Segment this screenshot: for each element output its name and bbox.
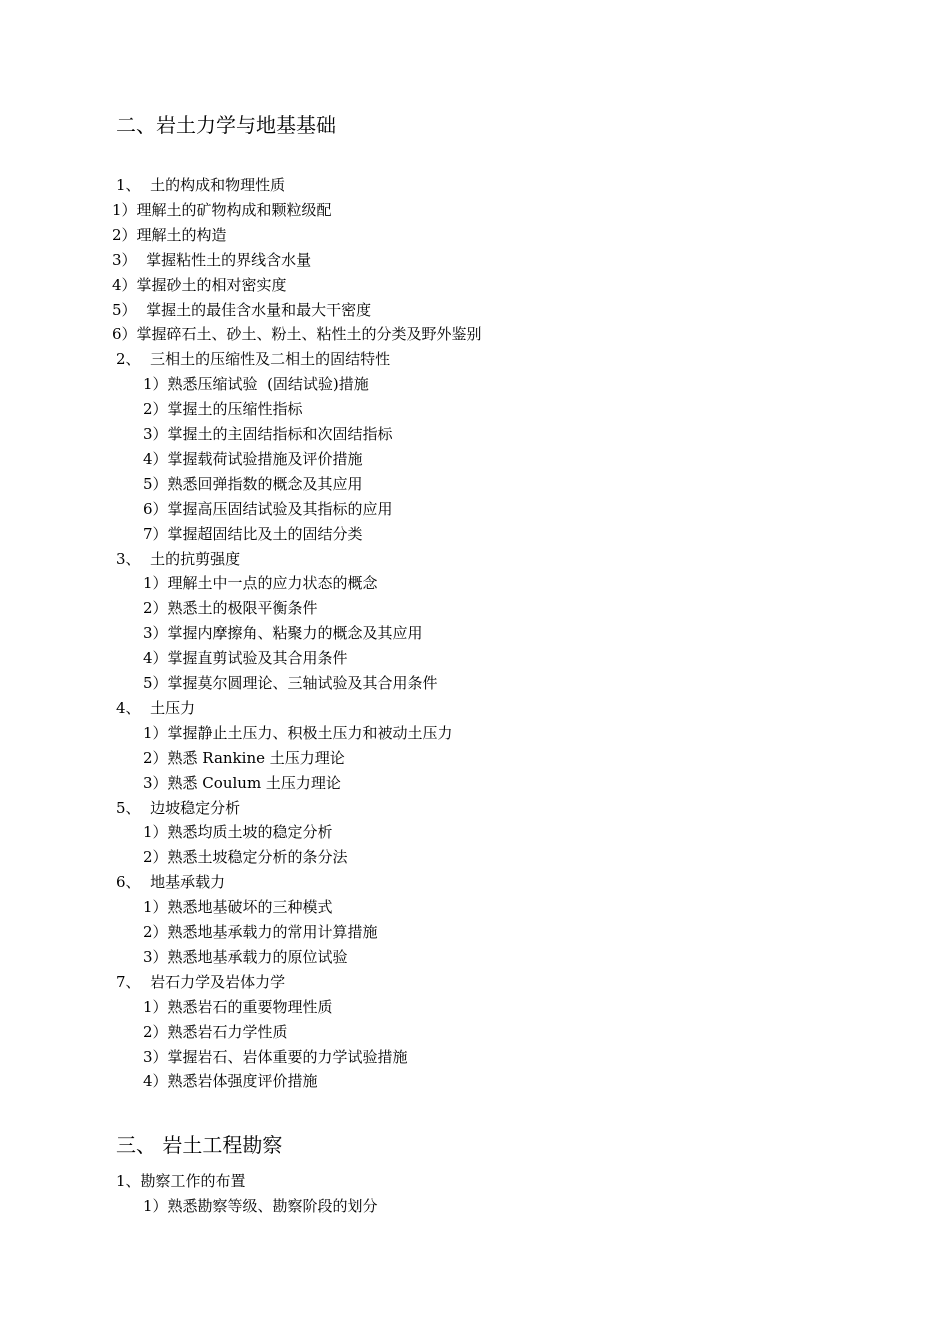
list-item: 3）熟悉地基承载力的原位试验	[143, 947, 348, 966]
list-item: 3）掌握内摩擦角、粘聚力的概念及其应用	[143, 624, 423, 643]
list-item: 2）熟悉地基承载力的常用计算措施	[143, 923, 378, 941]
list-item: 2）掌握土的压缩性指标	[143, 400, 303, 419]
list-section-heading: 4、 土压力	[116, 698, 196, 717]
list-item: 6）掌握高压固结试验及其指标的应用	[143, 499, 393, 518]
list-item: 2）熟悉岩石力学性质	[143, 1022, 288, 1041]
list-item: 2）理解土的构造	[112, 225, 227, 244]
list-item: 4）熟悉岩体强度评价措施	[143, 1072, 318, 1091]
list-item: 1）掌握静止土压力、积极土压力和被动土压力	[143, 723, 453, 742]
list-item: 6）掌握碎石土、砂土、粉土、粘性土的分类及野外鉴别	[112, 325, 482, 344]
list-item: 4）掌握砂土的相对密实度	[112, 275, 287, 294]
list-item: 3） 掌握粘性土的界线含水量	[112, 250, 312, 269]
list-item: 1）熟悉勘察等级、勘察阶段的划分	[143, 1196, 378, 1215]
section-heading-investigation: 三、 岩土工程勘察	[116, 1133, 283, 1157]
list-item: 2）熟悉 Rankine 土压力理论	[143, 748, 345, 767]
list-item: 1）理解土的矿物构成和颗粒级配	[112, 200, 332, 219]
list-section-heading: 5、 边坡稳定分析	[116, 798, 241, 817]
list-item: 5）熟悉回弹指数的概念及其应用	[143, 474, 363, 493]
list-section-heading: 3、 土的抗剪强度	[116, 549, 241, 568]
list-section-heading: 6、 地基承载力	[116, 873, 226, 892]
list-item: 3）掌握岩石、岩体重要的力学试验措施	[143, 1047, 408, 1066]
list-item: 1）熟悉均质土坡的稳定分析	[143, 823, 333, 842]
list-section-heading: 7、 岩石力学及岩体力学	[116, 972, 286, 991]
list-section-heading: 1、勘察工作的布置	[116, 1172, 246, 1190]
list-item: 4）掌握直剪试验及其合用条件	[143, 649, 348, 668]
list-item: 1）熟悉压缩试验 (固结试验)措施	[143, 375, 369, 394]
list-item: 7）掌握超固结比及土的固结分类	[143, 524, 363, 543]
list-item: 5）掌握莫尔圆理论、三轴试验及其合用条件	[143, 674, 438, 692]
list-item: 1）熟悉地基破坏的三种模式	[143, 898, 333, 917]
list-item: 2）熟悉土的极限平衡条件	[143, 599, 318, 618]
list-item: 1）熟悉岩石的重要物理性质	[143, 997, 333, 1016]
list-item: 3）熟悉 Coulum 土压力理论	[143, 773, 341, 792]
list-item: 2）熟悉土坡稳定分析的条分法	[143, 848, 348, 867]
list-item: 4）掌握载荷试验措施及评价措施	[143, 449, 363, 468]
list-item: 3）掌握土的主固结指标和次固结指标	[143, 425, 393, 443]
list-section-heading: 2、 三相土的压缩性及二相土的固结特性	[116, 350, 391, 369]
list-section-heading: 1、 土的构成和物理性质	[116, 176, 286, 194]
list-item: 5） 掌握土的最佳含水量和最大干密度	[112, 300, 372, 319]
section-heading-geomechanics: 二、岩土力学与地基基础	[116, 113, 336, 137]
list-item: 1）理解土中一点的应力状态的概念	[143, 574, 378, 593]
